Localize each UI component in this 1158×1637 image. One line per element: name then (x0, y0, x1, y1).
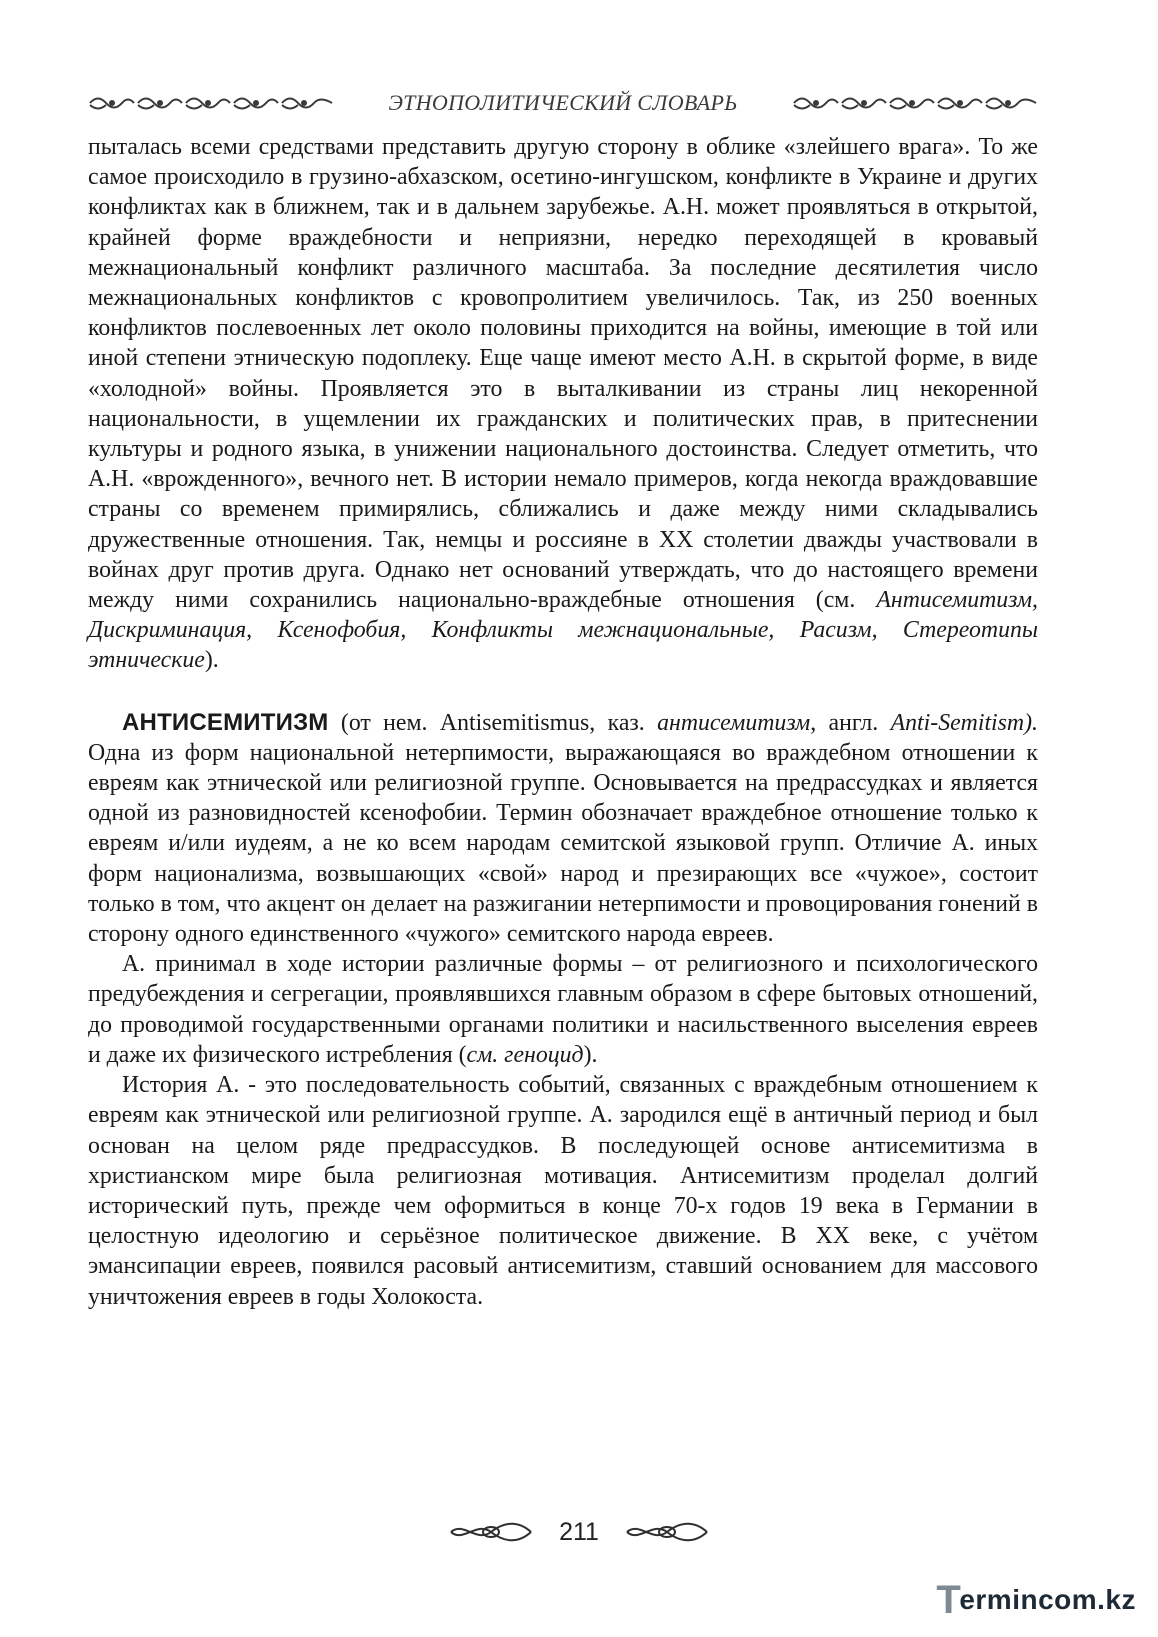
continuation-text: пыталась всеми средствами представить другую сторону в облике «злейшего врага». То же самое происходило в грузино-абхазском, осетино-ингушском, конфликте в Украине и других конфликтах как в ближнем, так и в дальнем зарубежье. А.Н. может проявляться в открытой, крайней форме враждебности и неприязни, нередко переходящей в кровавый межнациональный конфликт различного масштаба. За последние десятилетия число межнациональных конфликтов с кровопролитием увеличилось. Так, из 250 военных конфликтов послевоенных лет около половины приходится на войны, имеющие в той или иной степени этническую подоплеку. Еще чаще имеют место А.Н. в скрытой форме, в виде «холодной» войны. Проявляется это в выталкивании из страны лиц некоренной национальности, в ущемлении их гражданских и политических прав, в притеснении культуры и родного языка, в унижении национального достоинства. Следует отметить, что А.Н. «врожденного», вечного нет. В истории немало примеров, когда некогда враждовавшие страны со временем примирялись, сближались и даже между ними складывались дружественные отношения. Так, немцы и россияне в XX столетии дважды участвовали в войнах друг против друга. Однако нет оснований утверждать, что до настоящего времени между ними сохранились национально-враждебные отношения (см. (88, 134, 1038, 614)
history-paragraph (88, 949, 1038, 1070)
entry-definition: Одна из форм национальной нетерпимости, выражающаяся во враждебном отношении к евреям как этнической или религиозной группе. Основывается на предрассудках и является одной из разновидностей ксенофобии. Термин обозначает враждебное отношение только к евреям и/или иудеям, а не ко всем народам семитской языковой групп. Отличие А. иных форм национализма, возвышающих «свой» народ и презирающих все «чужое», состоит только в том, что акцент он делает на разжигании нетерпимости и провоцирования гонений в сторону одного единственного «чужого» семитского народа евреев. (88, 739, 1038, 948)
footer-flourish-right-icon (625, 1519, 709, 1545)
entry-etymology-1: (от нем. Antisemitismus, каз. (328, 709, 658, 736)
page-footer (0, 1512, 1158, 1552)
header-ornament-right (792, 92, 1038, 114)
header-ornament-left (88, 92, 334, 114)
running-header (88, 88, 1038, 118)
continuation-paragraph (88, 132, 1038, 676)
footer-flourish-left-icon (449, 1519, 533, 1545)
genocide-reference: см. геноцид (466, 1041, 584, 1068)
origin-paragraph: История А. - это последовательность событий, связанных с враждебным отношением к евреям как этнической или религиозной группе. А. зародился ещё в античный период и был основан на целом ряде предрассудков. В последующей основе антисемитизма в христианском мире была религиозная мотивация. Антисемитизм проделал долгий исторический путь, прежде чем оформиться в конце 70-х годов 19 века в Германии в целостную идеологию и серьёзное политическое движение. В XX веке, с учётом эмансипации евреев, появился расовый антисемитизм, ставший основанием для массового уничтожения евреев в годы Холокоста. (88, 1072, 1038, 1310)
entry-kazakh-term: антисемитизм (657, 709, 811, 736)
entry-separator (88, 676, 1038, 708)
watermark-initial: T (936, 1577, 962, 1622)
ornament-right-icon (792, 92, 1038, 114)
entry-english-term: Anti-Semitism). (890, 709, 1038, 736)
watermark-text: ermincom.kz (959, 1584, 1136, 1615)
ornament-left-icon (88, 92, 334, 114)
text-column (88, 132, 1038, 1312)
entry-headword: АНТИСЕМИТИЗМ (122, 708, 329, 736)
continuation-close: ). (204, 647, 219, 674)
history-close: ). (583, 1041, 598, 1068)
site-watermark (936, 1578, 1136, 1622)
page-number: 211 (559, 1517, 599, 1546)
entry-paragraph (88, 708, 1038, 950)
entry-etymology-2: , англ. (810, 709, 891, 736)
header-title: ЭТНОПОЛИТИЧЕСКИЙ СЛОВАРЬ (388, 90, 738, 115)
history-text: А. принимал в ходе истории различные формы – от религиозного и психологического предубеждения и сегрегации, проявлявшихся главным образом в сфере бытовых отношений, до проводимой государственными органами политики и насильственного выселения евреев и даже их физического истребления ( (88, 951, 1038, 1068)
see-also-references: Антисемитизм, Дискриминация, Ксенофобия, Конфликты межнациональные, Расизм, Стереотипы этнические (88, 587, 1038, 674)
